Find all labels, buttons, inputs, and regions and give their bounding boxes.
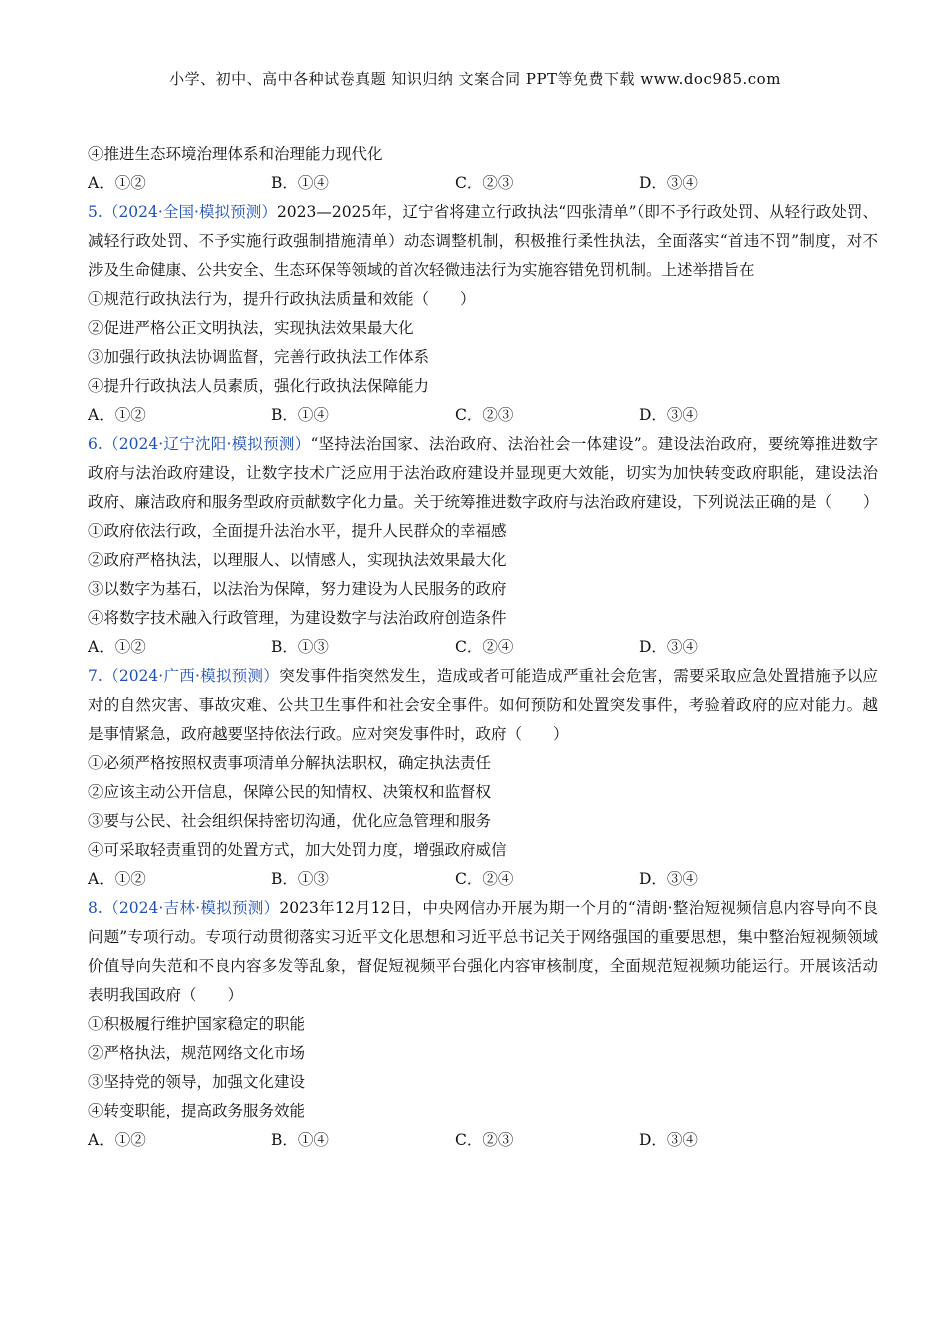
question-6-choices	[88, 633, 878, 662]
choice-b: B．①④	[271, 174, 329, 192]
question-6-stem	[88, 430, 878, 517]
question-7-text: 突发事件指突然发生，造成或者可能造成严重社会危害，需要采取应急处置措施予以应对的自然灾害、事故灾难、公共卫生事件和社会安全事件。如何预防和处置突发事件，考验着政府的应对能力。越是事情紧急，政府越要坚持依法行政。应对突发事件时，政府（ ）	[88, 667, 878, 743]
question-7-choices	[88, 865, 878, 894]
prev-option-4: ④推进生态环境治理体系和治理能力现代化	[88, 145, 383, 163]
choice-c: C．②③	[455, 406, 514, 424]
choice-a: A．①②	[88, 870, 146, 888]
question-8-choices	[88, 1126, 878, 1155]
choice-a: A．①②	[88, 174, 146, 192]
question-5-stem	[88, 198, 878, 285]
choice-d: D．③④	[639, 870, 698, 888]
choice-d: D．③④	[639, 638, 698, 656]
question-7-option-2: ②应该主动公开信息，保障公民的知情权、决策权和监督权	[88, 783, 492, 801]
question-5-option-4: ④提升行政执法人员素质，强化行政执法保障能力	[88, 377, 430, 395]
question-8-number: 8.	[88, 899, 103, 917]
question-6-option-1: ①政府依法行政，全面提升法治水平，提升人民群众的幸福感	[88, 522, 507, 540]
choice-b: B．①③	[271, 638, 329, 656]
choice-b: B．①④	[271, 406, 329, 424]
question-8-source: （2024·吉林·模拟预测）	[102, 899, 280, 917]
question-6-option-3: ③以数字为基石，以法治为保障，努力建设为人民服务的政府	[88, 580, 507, 598]
choice-a: A．①②	[88, 406, 146, 424]
question-5-option-1: ①规范行政执法行为，提升行政执法质量和效能（ ）	[88, 290, 476, 308]
prev-choices	[88, 169, 878, 198]
document-body	[88, 140, 878, 1155]
question-8-text: 2023年12月12日，中央网信办开展为期一个月的“清朗·整治短视频信息内容导向不良问题”专项行动。专项行动贯彻落实习近平文化思想和习近平总书记关于网络强国的重要思想，集中整治短视频领域价值导向失范和不良内容多发等乱象，督促短视频平台强化内容审核制度，全面规范短视频功能运行。开展该活动表明我国政府（ ）	[88, 899, 878, 1004]
question-6-option-4: ④将数字技术融入行政管理，为建设数字与法治政府创造条件	[88, 609, 507, 627]
question-7-option-4: ④可采取轻责重罚的处置方式，加大处罚力度，增强政府威信	[88, 841, 507, 859]
question-5-option-2: ②促进严格公正文明执法，实现执法效果最大化	[88, 319, 414, 337]
question-7-option-1: ①必须严格按照权责事项清单分解执法职权，确定执法责任	[88, 754, 492, 772]
question-6-number: 6.	[88, 435, 103, 453]
question-6-source: （2024·辽宁沈阳·模拟预测）	[102, 435, 311, 453]
question-7-source: （2024·广西·模拟预测）	[102, 667, 280, 685]
question-5-option-3: ③加强行政执法协调监督，完善行政执法工作体系	[88, 348, 430, 366]
question-6-option-2: ②政府严格执法，以理服人、以情感人，实现执法效果最大化	[88, 551, 507, 569]
choice-c: C．②③	[455, 1131, 514, 1149]
choice-d: D．③④	[639, 406, 698, 424]
page-header: 小学、初中、高中各种试卷真题 知识归纳 文案合同 PPT等免费下载 www.doc985.com	[169, 70, 781, 88]
choice-d: D．③④	[639, 174, 698, 192]
choice-c: C．②④	[455, 638, 514, 656]
choice-b: B．①③	[271, 870, 329, 888]
choice-a: A．①②	[88, 638, 146, 656]
question-6-text: “坚持法治国家、法治政府、法治社会一体建设”。建设法治政府，要统筹推进数字政府与法治政府建设，让数字技术广泛应用于法治政府建设并显现更大效能，切实为加快转变政府职能，建设法治政府、廉洁政府和服务型政府贡献数字化力量。关于统筹推进数字政府与法治政府建设，下列说法正确的是（ ）	[88, 435, 879, 511]
question-5-text: 2023—2025年，辽宁省将建立行政执法“四张清单”（即不予行政处罚、从轻行政处罚、减轻行政处罚、不予实施行政强制措施清单）动态调整机制，积极推行柔性执法，全面落实“首违不罚”制度，对不涉及生命健康、公共安全、生态环保等领域的首次轻微违法行为实施容错免罚机制。上述举措旨在	[88, 203, 878, 279]
question-5-source: （2024·全国·模拟预测）	[102, 203, 277, 221]
choice-c: C．②④	[455, 870, 514, 888]
choice-a: A．①②	[88, 1131, 146, 1149]
question-5-choices	[88, 401, 878, 430]
question-8-option-2: ②严格执法，规范网络文化市场	[88, 1044, 306, 1062]
question-7-option-3: ③要与公民、社会组织保持密切沟通，优化应急管理和服务	[88, 812, 492, 830]
question-8-stem	[88, 894, 878, 1010]
choice-d: D．③④	[639, 1131, 698, 1149]
question-7-number: 7.	[88, 667, 103, 685]
question-8-option-3: ③坚持党的领导，加强文化建设	[88, 1073, 306, 1091]
question-8-option-1: ①积极履行维护国家稳定的职能	[88, 1015, 306, 1033]
question-5-number: 5.	[88, 203, 103, 221]
choice-c: C．②③	[455, 174, 514, 192]
question-8-option-4: ④转变职能，提高政务服务效能	[88, 1102, 306, 1120]
choice-b: B．①④	[271, 1131, 329, 1149]
question-7-stem	[88, 662, 878, 749]
